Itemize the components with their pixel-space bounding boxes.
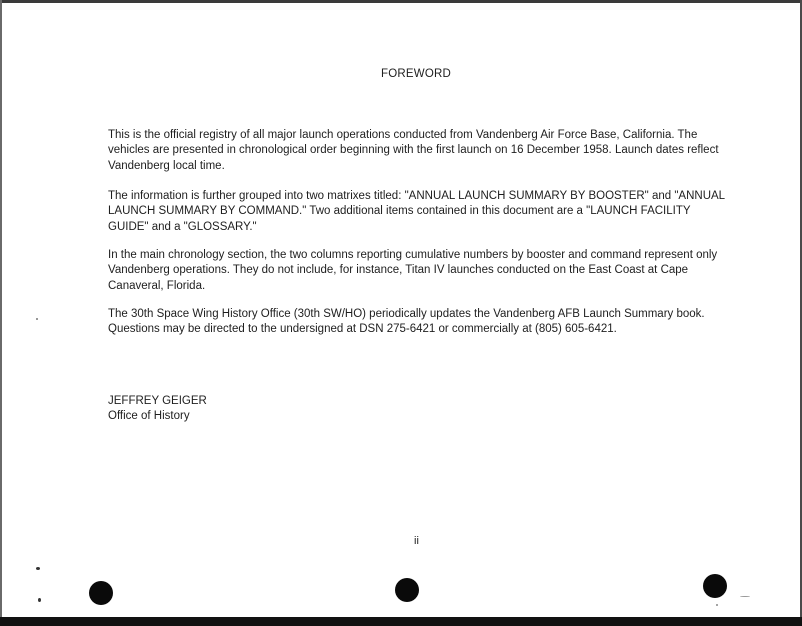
scan-edge-top — [0, 0, 802, 3]
signature-office: Office of History — [108, 410, 190, 423]
scan-speck — [716, 604, 718, 606]
scan-edge-bottom — [0, 617, 802, 626]
signature-name: JEFFREY GEIGER — [108, 395, 207, 407]
paragraph-registry-intro: This is the official registry of all major launch operations conducted from Vandenberg Air Force Base, California. The vehicles are presented in chronological order beginning with the first launch on 16 December 1958. Launch dates reflect Vandenberg local time. — [108, 129, 719, 172]
punch-hole-right — [703, 574, 727, 598]
paragraph-matrixes: The information is further grouped into two matrixes titled: "ANNUAL LAUNCH SUMMARY BY BOOSTER" and "ANNUAL LAUNCH SUMMARY BY COMMAND." Two additional items contained in this document are a "LAUNCH FACILITY GUIDE" and a "GLOSSARY." — [108, 190, 725, 233]
scan-edge-left — [0, 0, 2, 626]
scan-speck — [36, 567, 40, 570]
scan-speck — [38, 598, 41, 602]
punch-hole-left — [89, 581, 113, 605]
page-title: FOREWORD — [381, 68, 451, 80]
paragraph-contact: The 30th Space Wing History Office (30th SW/HO) periodically updates the Vandenberg AFB Launch Summary book. Questions may be directed to the undersigned at DSN 275-6421 or commercially at (805) 605-6421. — [108, 308, 705, 336]
paragraph-chronology: In the main chronology section, the two columns reporting cumulative numbers by booster and command represent only Vandenberg operations. They do not include, for instance, Titan IV launches conducted on the East Coast at Cape Canaveral, Florida. — [108, 249, 718, 292]
signature-block — [108, 394, 207, 425]
page-number: ii — [414, 535, 419, 547]
scan-speck — [740, 596, 750, 597]
punch-hole-center — [395, 578, 419, 602]
scan-speck — [36, 318, 38, 320]
